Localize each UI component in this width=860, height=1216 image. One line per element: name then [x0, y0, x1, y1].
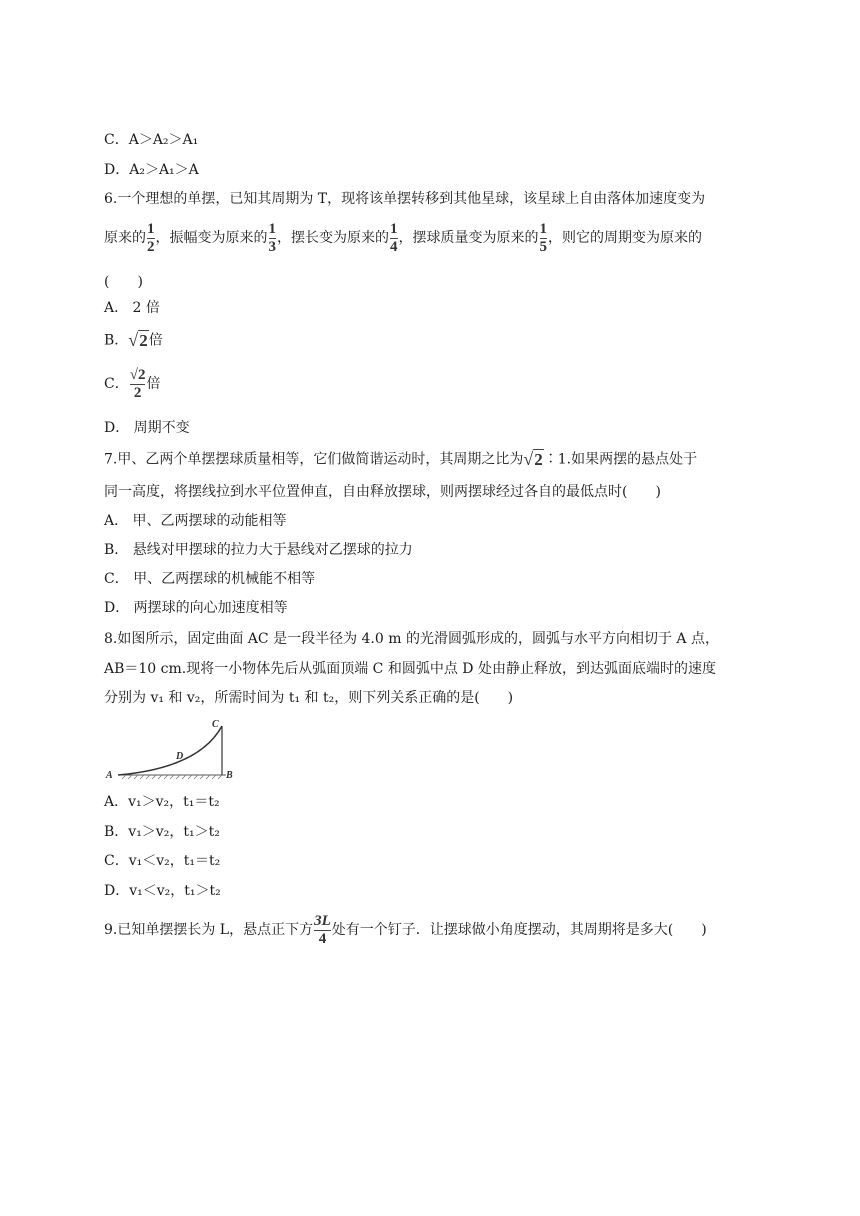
fraction-denominator: 4	[318, 930, 327, 947]
fraction-denominator: 3	[268, 238, 276, 255]
q9-text-post: 处有一个钉子．让摆球做小角度摆动，其周期将是多大( )	[331, 922, 707, 938]
q7-option-b: B． 悬线对甲摆球的拉力大于悬线对乙摆球的拉力	[104, 542, 413, 558]
q5-option-c: C．A＞A₂＞A₁	[104, 132, 199, 148]
q8-option-d: D．v₁＜v₂，t₁＞t₂	[104, 883, 221, 899]
sqrt-radicand: 2	[534, 450, 543, 469]
q6-text-seg4: ，摆球质量变为原来的	[398, 230, 539, 246]
q6-text-seg3: ，摆长变为原来的	[277, 230, 389, 246]
q6-option-a: A． 2 倍	[104, 300, 160, 316]
option-label: C．	[104, 376, 129, 392]
option-suffix: 倍	[148, 332, 163, 349]
q7-option-c: C． 甲、乙两摆球的机械能不相等	[104, 571, 316, 587]
arc-curve	[118, 726, 222, 775]
q7-option-d: D． 两摆球的向心加速度相等	[104, 600, 288, 616]
arc-diagram-svg	[104, 716, 238, 784]
fraction-numerator: 1	[268, 220, 276, 237]
q6-text-seg5: ，则它的周期变为原来的	[548, 230, 702, 246]
fraction-3l-over-4	[314, 914, 331, 947]
q7-text-post: ∶1.如果两摆的悬点处于	[543, 451, 698, 468]
q8-stem-line1: 8.如图所示，固定曲面 AC 是一段半径为 4.0 m 的光滑圆弧形成的，圆弧与水平方向相切于 A 点，	[104, 631, 719, 647]
fraction-denominator: 4	[390, 238, 398, 255]
sqrt-symbol: √2	[128, 330, 148, 350]
q7-text-pre: 7.甲、乙两个单摆摆球质量相等，它们做简谐运动时，其周期之比为	[104, 451, 524, 468]
ground-hatching	[122, 775, 222, 779]
q7-stem-line2: 同一高度，将摆线拉到水平位置伸直，自由释放摆球，则两摆球经过各自的最低点时( )	[104, 484, 661, 500]
q6-stem-line2	[104, 218, 702, 258]
q7-stem-line1	[104, 449, 697, 470]
label-b: B	[226, 770, 233, 781]
q6-stem-line1: 6.一个理想的单摆，已知其周期为 T，现将该单摆转移到其他星球，该星球上自由落体加速度变为	[104, 191, 706, 207]
option-suffix: 倍	[146, 376, 161, 392]
sqrt-radicand: 2	[139, 331, 148, 350]
sqrt-symbol: √2	[523, 449, 543, 469]
fraction-denominator: 2	[133, 384, 142, 401]
fraction-numerator: 1	[147, 220, 155, 237]
option-label: B．	[104, 332, 129, 349]
q8-option-b: B．v₁＞v₂，t₁＞t₂	[104, 824, 220, 840]
label-d: D	[176, 751, 184, 762]
fraction-numerator: 3L	[314, 912, 331, 929]
label-c: C	[212, 719, 219, 730]
q8-stem-line3: 分别为 v₁ 和 v₂，所需时间为 t₁ 和 t₂，则下列关系正确的是( )	[104, 690, 514, 706]
q7-option-a: A． 甲、乙两摆球的动能相等	[104, 513, 287, 529]
fraction-denominator: 2	[147, 238, 155, 255]
fraction-numerator: √2	[129, 366, 146, 383]
fraction-half	[147, 222, 155, 255]
q9-text-pre: 9.已知单摆摆长为 L，悬点正下方	[104, 922, 314, 938]
q8-option-a: A．v₁＞v₂，t₁＝t₂	[104, 794, 220, 810]
q6-text-seg1: 原来的	[104, 230, 146, 246]
label-a: A	[106, 770, 113, 781]
fraction-sqrt2-over-2	[130, 368, 146, 401]
fraction-fifth	[540, 222, 548, 255]
q6-option-c	[104, 364, 160, 404]
q8-stem-line2: AB＝10 cm.现将一小物体先后从弧面顶端 C 和圆弧中点 D 处由静止释放，到达弧面底端时的速度	[104, 661, 716, 677]
q9-stem	[104, 910, 707, 950]
q6-answer-paren: ( )	[104, 274, 143, 290]
q6-option-d: D． 周期不变	[104, 420, 190, 436]
q5-option-d: D．A₂＞A₁＞A	[104, 162, 199, 178]
fraction-denominator: 5	[539, 238, 547, 255]
fraction-third	[269, 222, 277, 255]
fraction-numerator: 1	[390, 220, 398, 237]
fraction-numerator: 1	[539, 220, 547, 237]
q8-option-c: C．v₁＜v₂，t₁＝t₂	[104, 853, 221, 869]
q6-option-b	[104, 330, 163, 351]
arc-diagram	[104, 716, 238, 788]
q6-text-seg2: ，振幅变为原来的	[155, 230, 268, 246]
fraction-quarter	[390, 222, 398, 255]
